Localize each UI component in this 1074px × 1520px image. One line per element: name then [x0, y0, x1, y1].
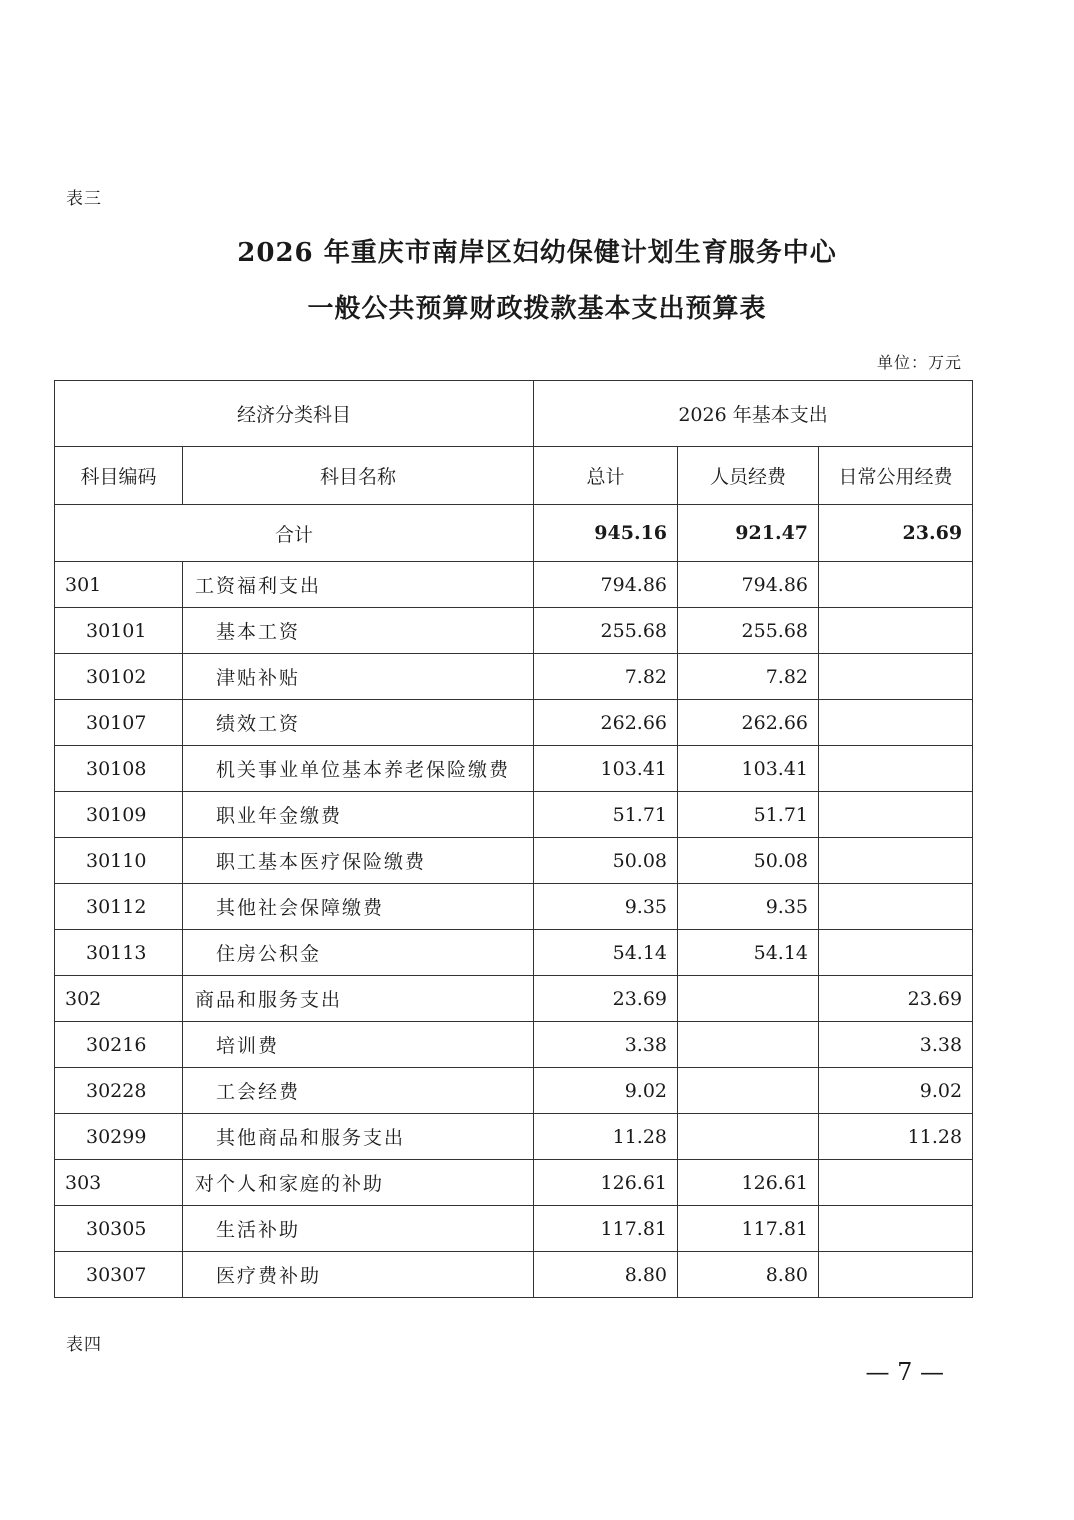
row-total: 117.81 [534, 1206, 678, 1252]
header-public: 日常公用经费 [819, 447, 973, 505]
row-public [819, 608, 973, 654]
header-group-row [55, 381, 973, 447]
row-name: 其他社会保障缴费 [183, 884, 534, 930]
table-row [55, 1114, 973, 1160]
row-personnel [678, 1068, 819, 1114]
row-public: 11.28 [819, 1114, 973, 1160]
row-code: 302 [55, 976, 183, 1022]
title-line-1: 2026 年重庆市南岸区妇幼保健计划生育服务中心 [237, 238, 837, 268]
row-name: 培训费 [183, 1022, 534, 1068]
table-label: 表三 [66, 189, 102, 209]
row-total: 54.14 [534, 930, 678, 976]
total-personnel: 921.47 [678, 505, 819, 562]
row-public [819, 1206, 973, 1252]
row-code: 30110 [55, 838, 183, 884]
table-row [55, 654, 973, 700]
page-number: — 7 — [865, 1358, 944, 1386]
row-code: 30299 [55, 1114, 183, 1160]
row-public: 3.38 [819, 1022, 973, 1068]
row-total: 255.68 [534, 608, 678, 654]
row-code: 30102 [55, 654, 183, 700]
row-name: 基本工资 [183, 608, 534, 654]
row-personnel: 51.71 [678, 792, 819, 838]
row-name: 生活补助 [183, 1206, 534, 1252]
row-public [819, 562, 973, 608]
row-personnel [678, 1114, 819, 1160]
row-public [819, 700, 973, 746]
row-public [819, 838, 973, 884]
row-name: 工资福利支出 [183, 562, 534, 608]
row-total: 262.66 [534, 700, 678, 746]
row-name: 绩效工资 [183, 700, 534, 746]
row-total: 51.71 [534, 792, 678, 838]
row-public [819, 1252, 973, 1298]
header-name: 科目名称 [183, 447, 534, 505]
table-row [55, 746, 973, 792]
row-total: 794.86 [534, 562, 678, 608]
row-name: 机关事业单位基本养老保险缴费 [183, 746, 534, 792]
row-code: 30107 [55, 700, 183, 746]
header-code: 科目编码 [55, 447, 183, 505]
table-row [55, 1252, 973, 1298]
row-total: 11.28 [534, 1114, 678, 1160]
total-row [55, 505, 973, 562]
row-name: 职业年金缴费 [183, 792, 534, 838]
total-label: 合计 [55, 505, 534, 562]
row-name: 津贴补贴 [183, 654, 534, 700]
budget-table [54, 380, 973, 1298]
header-column-row [55, 447, 973, 505]
table-row [55, 1206, 973, 1252]
row-code: 30108 [55, 746, 183, 792]
row-personnel: 117.81 [678, 1206, 819, 1252]
total-public: 23.69 [819, 505, 973, 562]
row-public [819, 654, 973, 700]
row-name: 工会经费 [183, 1068, 534, 1114]
table-row [55, 976, 973, 1022]
table-row [55, 1160, 973, 1206]
row-name: 住房公积金 [183, 930, 534, 976]
row-personnel: 794.86 [678, 562, 819, 608]
row-public [819, 884, 973, 930]
row-name: 对个人和家庭的补助 [183, 1160, 534, 1206]
row-name: 医疗费补助 [183, 1252, 534, 1298]
row-personnel: 54.14 [678, 930, 819, 976]
row-code: 30109 [55, 792, 183, 838]
table-row [55, 1068, 973, 1114]
row-personnel: 262.66 [678, 700, 819, 746]
row-public [819, 930, 973, 976]
row-code: 30216 [55, 1022, 183, 1068]
row-total: 23.69 [534, 976, 678, 1022]
table-row [55, 884, 973, 930]
row-code: 303 [55, 1160, 183, 1206]
row-personnel [678, 976, 819, 1022]
row-personnel: 8.80 [678, 1252, 819, 1298]
row-personnel: 50.08 [678, 838, 819, 884]
row-public [819, 1160, 973, 1206]
header-year-expenditure: 2026 年基本支出 [534, 381, 973, 447]
row-total: 3.38 [534, 1022, 678, 1068]
row-personnel [678, 1022, 819, 1068]
table-row [55, 838, 973, 884]
row-name: 商品和服务支出 [183, 976, 534, 1022]
row-personnel: 255.68 [678, 608, 819, 654]
row-code: 301 [55, 562, 183, 608]
table-row [55, 608, 973, 654]
row-total: 103.41 [534, 746, 678, 792]
total-sum: 945.16 [534, 505, 678, 562]
table-row [55, 1022, 973, 1068]
row-total: 7.82 [534, 654, 678, 700]
row-public: 9.02 [819, 1068, 973, 1114]
header-econ-category: 经济分类科目 [55, 381, 534, 447]
row-code: 30113 [55, 930, 183, 976]
row-code: 30228 [55, 1068, 183, 1114]
unit-label: 单位：万元 [876, 353, 962, 372]
row-name: 其他商品和服务支出 [183, 1114, 534, 1160]
budget-table-body [55, 381, 973, 1298]
title-line-2: 一般公共预算财政拨款基本支出预算表 [307, 294, 767, 324]
table-row [55, 700, 973, 746]
row-code: 30112 [55, 884, 183, 930]
row-total: 126.61 [534, 1160, 678, 1206]
row-total: 9.35 [534, 884, 678, 930]
header-personnel: 人员经费 [678, 447, 819, 505]
row-personnel: 7.82 [678, 654, 819, 700]
row-public [819, 746, 973, 792]
row-public [819, 792, 973, 838]
next-table-label: 表四 [66, 1335, 102, 1355]
row-personnel: 126.61 [678, 1160, 819, 1206]
row-personnel: 103.41 [678, 746, 819, 792]
row-personnel: 9.35 [678, 884, 819, 930]
row-code: 30305 [55, 1206, 183, 1252]
table-row [55, 930, 973, 976]
row-total: 9.02 [534, 1068, 678, 1114]
header-total: 总计 [534, 447, 678, 505]
row-name: 职工基本医疗保险缴费 [183, 838, 534, 884]
row-total: 50.08 [534, 838, 678, 884]
row-code: 30307 [55, 1252, 183, 1298]
row-public: 23.69 [819, 976, 973, 1022]
table-row [55, 562, 973, 608]
row-code: 30101 [55, 608, 183, 654]
row-total: 8.80 [534, 1252, 678, 1298]
table-row [55, 792, 973, 838]
